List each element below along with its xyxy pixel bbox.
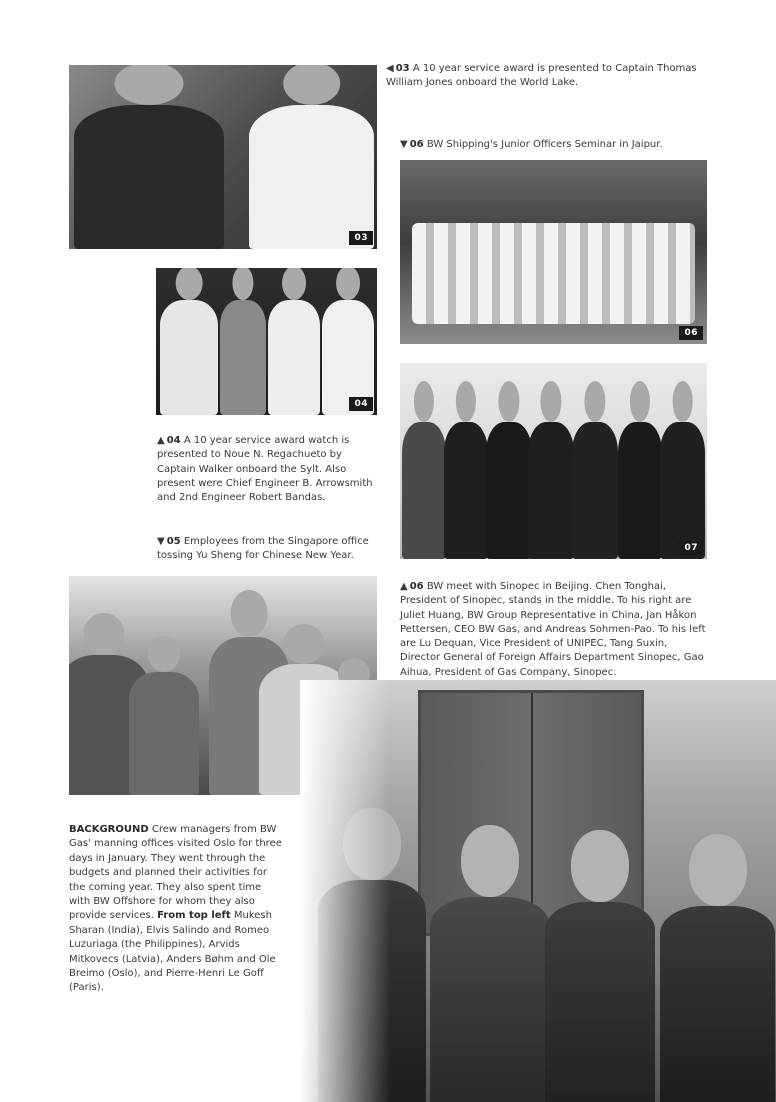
caption-06-sinopec xyxy=(400,580,710,680)
photo-tag: 06 xyxy=(679,326,703,340)
background-label: BACKGROUND xyxy=(69,824,149,835)
photo-03 xyxy=(69,65,377,249)
background-bold-2: From top left xyxy=(157,910,231,922)
photo-tag: 03 xyxy=(349,231,373,245)
caption-05 xyxy=(157,535,379,564)
caption-text: BW meet with Sinopec in Beijing. Chen Tonghai, President of Sinopec, stands in the middle. To his right are Juliet Huang, BW Group Representative in China, Jan Håkon Pettersen, CEO BW Gas, and Andreas Sohmen-Pao. To his left are Lu Dequan, Vice President of UNIPEC, Tang Suxin, Director General of Foreign Affairs Department Sinopec, Gao Aihua, President of Gas Company, Sinopec. xyxy=(400,581,706,678)
arrow-up-icon: ▲ xyxy=(400,581,408,592)
caption-number: 06 xyxy=(409,581,424,592)
caption-number: 05 xyxy=(166,536,181,547)
caption-number: 04 xyxy=(166,435,181,446)
caption-text: A 10 year service award is presented to Captain Thomas William Jones onboard the World Lake. xyxy=(386,63,697,89)
background-text xyxy=(69,823,284,996)
background-text-2: Mukesh Sharan (India), Elvis Salindo and Romeo Luzuriaga (the Philippines), Arvids Mitkovecs (Latvia), Anders Bøhm and Ole Breimo (Oslo), and Pierre-Henri Le Goff (Paris). xyxy=(69,910,276,994)
photo-07 xyxy=(400,363,707,559)
arrow-up-icon: ▲ xyxy=(157,435,165,446)
arrow-left-icon: ◀ xyxy=(386,63,394,74)
background-text-1: Crew managers from BW Gas' manning offices visited Oslo for three days in January. They went through the budgets and planned their activities for the coming year. They also spent time with BW Offshore for whom they also provide services. xyxy=(69,824,282,922)
caption-text: Employees from the Singapore office tossing Yu Sheng for Chinese New Year. xyxy=(157,536,369,562)
caption-text: A 10 year service award watch is presented to Noue N. Regachueto by Captain Walker onboard the Sylt. Also present were Chief Engineer B. Arrowsmith and 2nd Engineer Robert Bandas. xyxy=(157,435,373,504)
caption-number: 06 xyxy=(409,139,424,150)
caption-03 xyxy=(386,62,716,91)
photo-04 xyxy=(156,268,377,415)
caption-06-seminar xyxy=(400,138,710,152)
caption-text: BW Shipping's Junior Officers Seminar in Jaipur. xyxy=(426,139,663,150)
background-photo xyxy=(300,680,776,1102)
arrow-down-icon: ▼ xyxy=(400,139,408,150)
photo-06 xyxy=(400,160,707,344)
photo-tag: 04 xyxy=(349,397,373,411)
caption-number: 03 xyxy=(395,63,410,74)
photo-tag: 07 xyxy=(679,541,703,555)
caption-04 xyxy=(157,434,377,505)
arrow-down-icon: ▼ xyxy=(157,536,165,547)
